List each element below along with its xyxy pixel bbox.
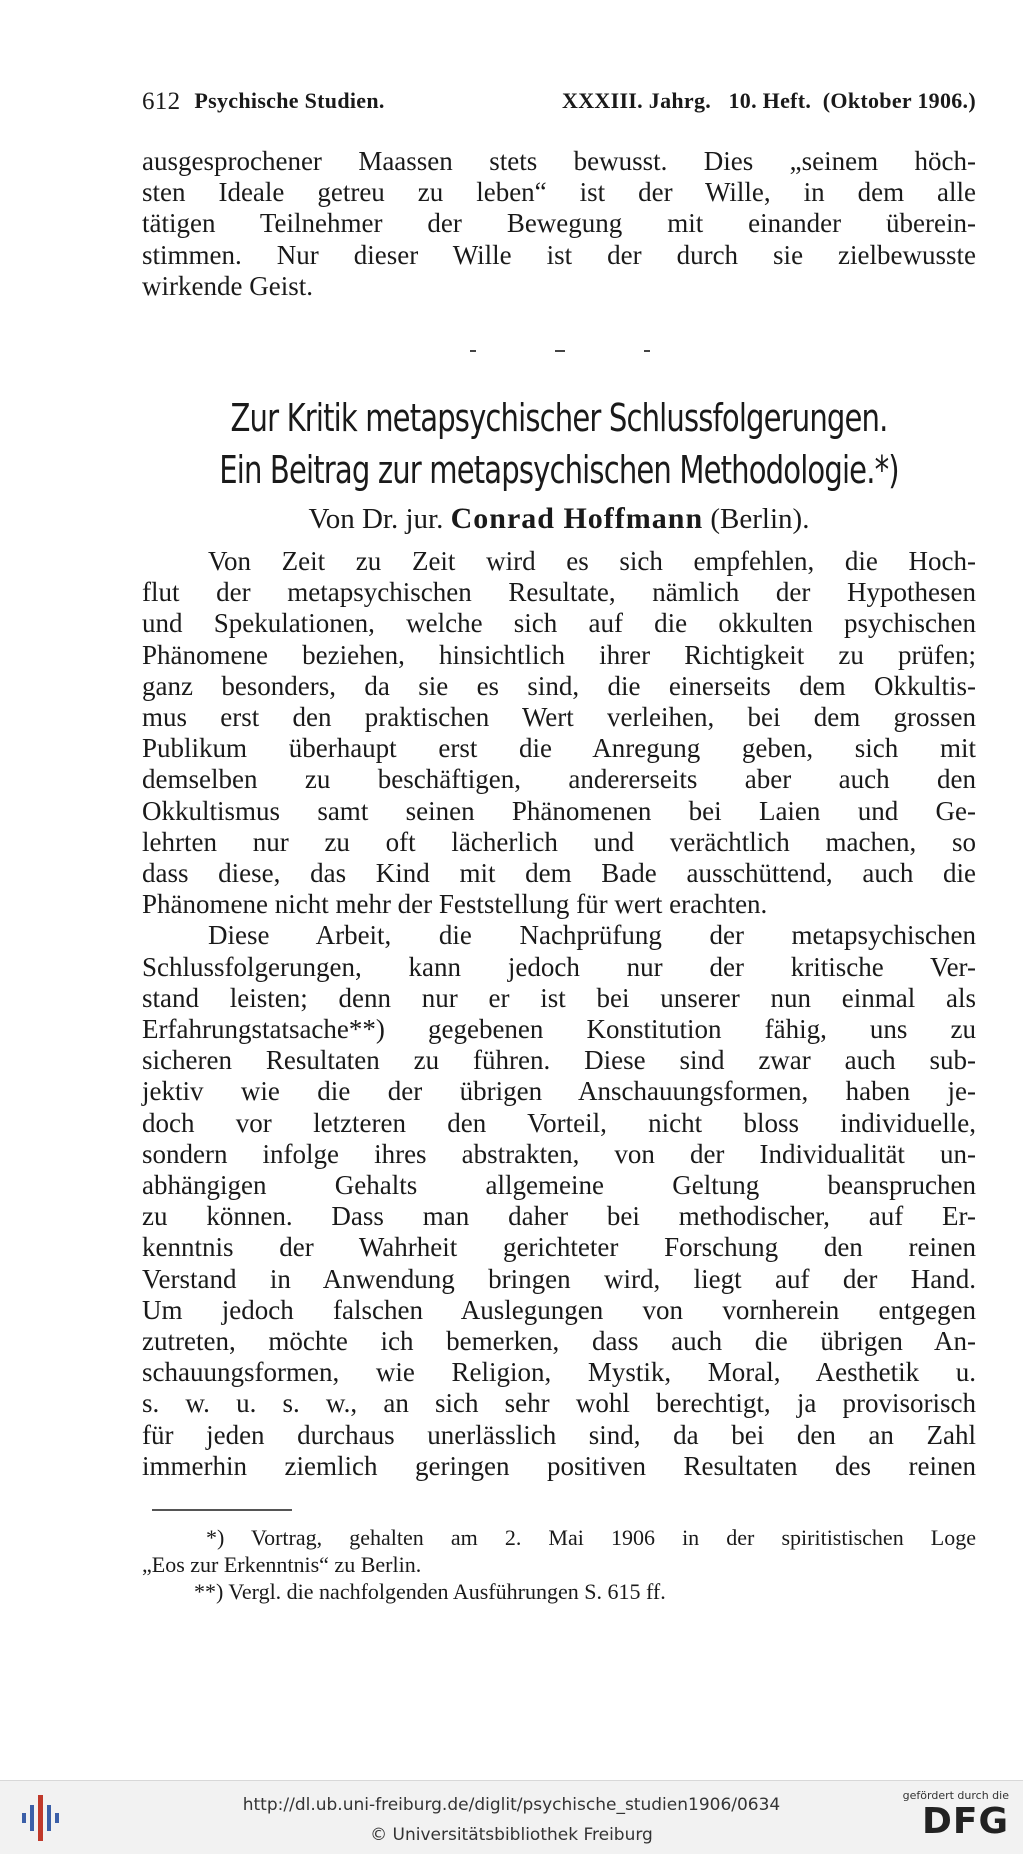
text-line: sondern infolge ihres abstrakten, von der Individualität un-	[142, 1138, 976, 1169]
running-head	[142, 88, 976, 116]
text-line: wirkende Geist.	[142, 270, 313, 301]
text-line: kenntnis der Wahrheit gerichteter Forschung den reinen	[142, 1232, 976, 1263]
text-line: mus erst den praktischen Wert verleihen, bei dem grossen	[142, 702, 976, 733]
text-line: Von Zeit zu Zeit wird es sich empfehlen, die Hoch-	[208, 546, 976, 576]
viewer-footer	[0, 1780, 1023, 1854]
dfg-caption: gefördert durch die	[902, 1789, 1009, 1802]
article-title: Zur Kritik metapsychischer Schlussfolgerungen.	[230, 396, 888, 440]
text-line: dass diese, das Kind mit dem Bade ausschüttend, auch die	[142, 858, 976, 889]
article-body	[142, 546, 976, 1482]
text-line: abhängigen Gehalts allgemeine Geltung beanspruchen	[142, 1170, 976, 1201]
text-line: Erfahrungstatsache**) gegebenen Konstitution fähig, uns zu	[142, 1014, 976, 1045]
author-name: Conrad Hoffmann	[450, 502, 704, 535]
text-line: lehrten nur zu oft lächerlich und verächtlich machen, so	[142, 826, 976, 857]
text-line: ganz besonders, da sie es sind, die einerseits dem Okkultis-	[142, 670, 976, 701]
document-url-link[interactable]: http://dl.ub.uni-freiburg.de/diglit/psychische_studien1906/0634	[242, 1795, 781, 1815]
byline	[142, 502, 976, 536]
text-line: zutreten, möchte ich bemerken, dass auch die übrigen An-	[142, 1326, 976, 1357]
text-line: s. w. u. s. w., an sich sehr wohl berechtigt, ja provisorisch	[142, 1388, 976, 1419]
issue-info: XXXIII. Jahrg. 10. Heft. (Oktober 1906.)	[562, 88, 976, 113]
text-line: tätigen Teilnehmer der Bewegung mit einander überein-	[142, 208, 976, 239]
text-line: sicheren Resultaten zu führen. Diese sind zwar auch sub-	[142, 1045, 976, 1076]
footnote-1: *) Vortrag, gehalten am 2. Mai 1906 in der spiritistischen Loge	[206, 1525, 976, 1550]
footnote-2: **) Vergl. die nachfolgenden Ausführungen S. 615 ff.	[194, 1579, 666, 1604]
text-line: immerhin ziemlich geringen positiven Resultaten des reinen	[142, 1450, 976, 1481]
text-line: Publikum überhaupt erst die Anregung geben, sich mit	[142, 733, 976, 764]
text-line: flut der metapsychischen Resultate, nämlich der Hypothesen	[142, 577, 976, 608]
text-line: Phänomene nicht mehr der Feststellung für wert erachten.	[142, 889, 768, 920]
text-line: sten Ideale getreu zu leben“ ist der Wille, in dem alle	[142, 177, 976, 208]
text-line: jektiv wie die der übrigen Anschauungsformen, haben je-	[142, 1076, 976, 1107]
footnotes	[142, 1524, 976, 1605]
text-line: Diese Arbeit, die Nachprüfung der metapsychischen	[208, 920, 976, 951]
text-line: Okkultismus samt seinen Phänomenen bei Laien und Ge-	[142, 795, 976, 826]
dfg-logo	[889, 1789, 1009, 1849]
text-line: Um jedoch falschen Auslegungen von vornherein entgegen	[142, 1294, 976, 1325]
text-line: für jeden durchaus unerlässlich sind, da bei den an Zahl	[142, 1419, 976, 1450]
intro-paragraph	[142, 146, 976, 302]
footnote-rule	[152, 1509, 292, 1511]
dfg-wordmark: DFG	[921, 1801, 1009, 1842]
byline-prefix: Von Dr. jur.	[308, 503, 444, 535]
text-line: schauungsformen, wie Religion, Mystik, Moral, Aesthetik u.	[142, 1357, 976, 1388]
text-line: Verstand in Anwendung bringen wird, liegt auf der Hand.	[142, 1263, 976, 1294]
text-line: und Spekulationen, welche sich auf die okkulten psychischen	[142, 608, 976, 639]
page-number: 612	[142, 88, 181, 115]
footnote-1-continued: „Eos zur Erkenntnis“ zu Berlin.	[142, 1552, 422, 1577]
text-line: demselben zu beschäftigen, andererseits aber auch den	[142, 764, 976, 795]
text-line: stimmen. Nur dieser Wille ist der durch sie zielbewusste	[142, 239, 976, 270]
text-line: zu können. Dass man daher bei methodischer, auf Er-	[142, 1201, 976, 1232]
text-line: Phänomene beziehen, hinsichtlich ihrer Richtigkeit zu prüfen;	[142, 639, 976, 670]
text-line: stand leisten; denn nur er ist bei unserer nun einmal als	[142, 982, 976, 1013]
byline-suffix: (Berlin).	[710, 503, 810, 535]
journal-title: Psychische Studien.	[194, 88, 385, 113]
section-separator	[470, 350, 650, 354]
copyright-notice: © Universitätsbibliothek Freiburg	[370, 1825, 653, 1845]
article-subtitle: Ein Beitrag zur metapsychischen Methodologie.*)	[219, 448, 899, 492]
text-line: ausgesprochener Maassen stets bewusst. Dies „seinem höch-	[142, 146, 976, 176]
text-line: Schlussfolgerungen, kann jedoch nur der kritische Ver-	[142, 951, 976, 982]
text-line: doch vor letzteren den Vorteil, nicht bloss individuelle,	[142, 1107, 976, 1138]
